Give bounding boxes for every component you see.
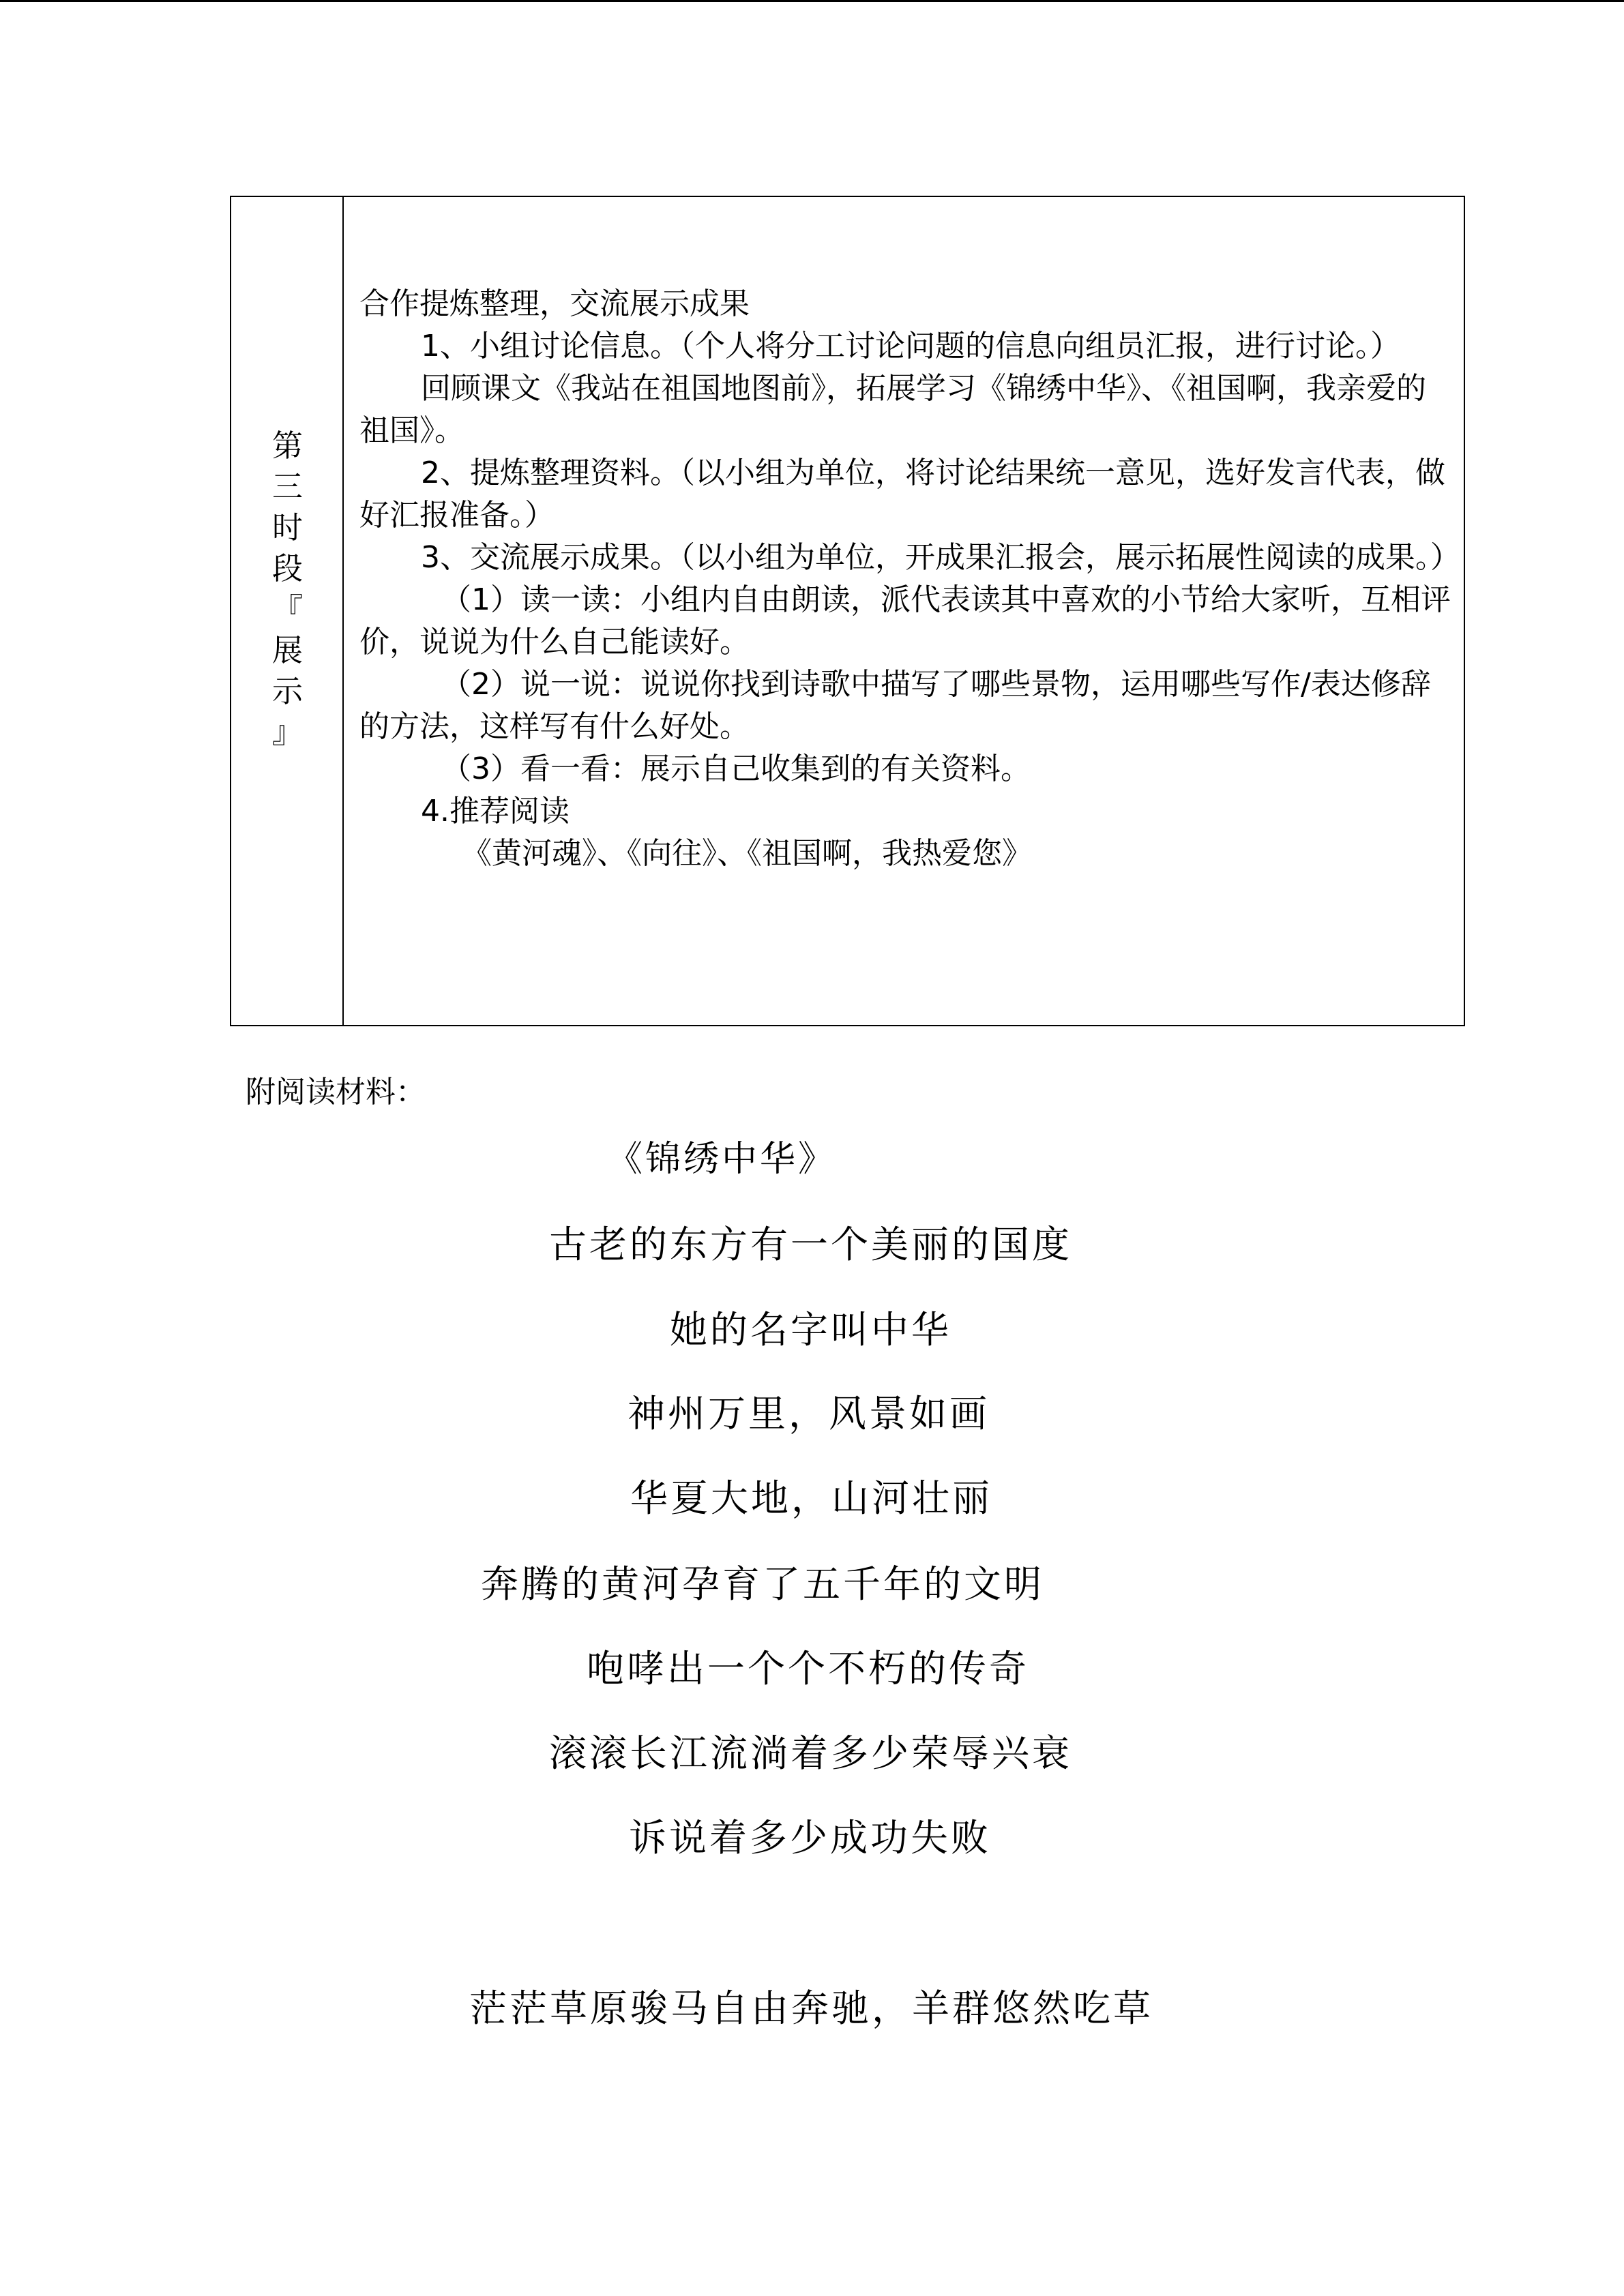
poem-line: 华夏大地，山河壮丽	[630, 1476, 993, 1520]
content-paragraph: （3）看一看：展示自己收集到的有关资料。	[441, 751, 1031, 786]
poem-line: 诉说着多少成功失败	[629, 1816, 992, 1860]
stage-label-char: 三	[271, 468, 303, 505]
stage-label-char: 第	[271, 428, 303, 464]
stage-label-char: 段	[271, 550, 303, 586]
stage-label-char: 示	[271, 673, 303, 709]
content-heading: 合作提炼整理，交流展示成果	[359, 286, 750, 321]
poem-title: 《锦绣中华》	[607, 1139, 837, 1180]
poem-line: 茫茫草原骏马自由奔驰，羊群悠然吃草	[469, 1986, 1154, 2030]
content-column	[359, 283, 1460, 875]
lesson-table	[230, 196, 1465, 1026]
poem-line: 奔腾的黄河孕育了五千年的文明	[481, 1562, 1045, 1606]
content-paragraph: （2）说一说：说说你找到诗歌中描写了哪些景物，运用哪些写作/表达修辞的方法，这样写有什么好处。	[359, 667, 1431, 744]
content-paragraph: 《黄河魂》、《向往》、《祖国啊，我热爱您》	[462, 836, 1032, 871]
content-paragraph: 1、小组讨论信息。（个人将分工讨论问题的信息向组员汇报，进行讨论。）	[421, 329, 1400, 363]
page-top-border	[0, 0, 1624, 2]
appendix-title: 附阅读材料：	[246, 1075, 426, 1109]
stage-label-char: 时	[271, 509, 303, 546]
content-paragraph: 4.推荐阅读	[421, 794, 570, 829]
poem-line: 古老的东方有一个美丽的国度	[549, 1223, 1073, 1266]
content-paragraph: （1）读一读：小组内自由朗读，派代表读其中喜欢的小节给大家听，互相评价，说说为什么自己能读好。	[359, 582, 1451, 659]
content-paragraph: 2、提炼整理资料。（以小组为单位，将讨论结果统一意见，选好发言代表，做好汇报准备。）	[359, 456, 1445, 533]
poem-line: 滚滚长江流淌着多少荣辱兴衰	[549, 1731, 1073, 1775]
poem-line: 咆哮出一个个不朽的传奇	[587, 1647, 1030, 1690]
stage-column	[231, 197, 344, 1025]
stage-label-char: 』	[271, 714, 303, 750]
content-paragraph: 3、交流展示成果。（以小组为单位，开成果汇报会，展示拓展性阅读的成果。）	[421, 540, 1460, 575]
poem-line: 她的名字叫中华	[670, 1308, 952, 1352]
content-paragraph: 回顾课文《我站在祖国地图前》，拓展学习《锦绣中华》、《祖国啊，我亲爱的祖国》。	[359, 371, 1426, 448]
stage-label-char: 展	[271, 632, 303, 668]
stage-label	[231, 426, 344, 753]
poem-line: 神州万里，风景如画	[628, 1392, 990, 1435]
stage-label-char: 『	[271, 591, 303, 627]
